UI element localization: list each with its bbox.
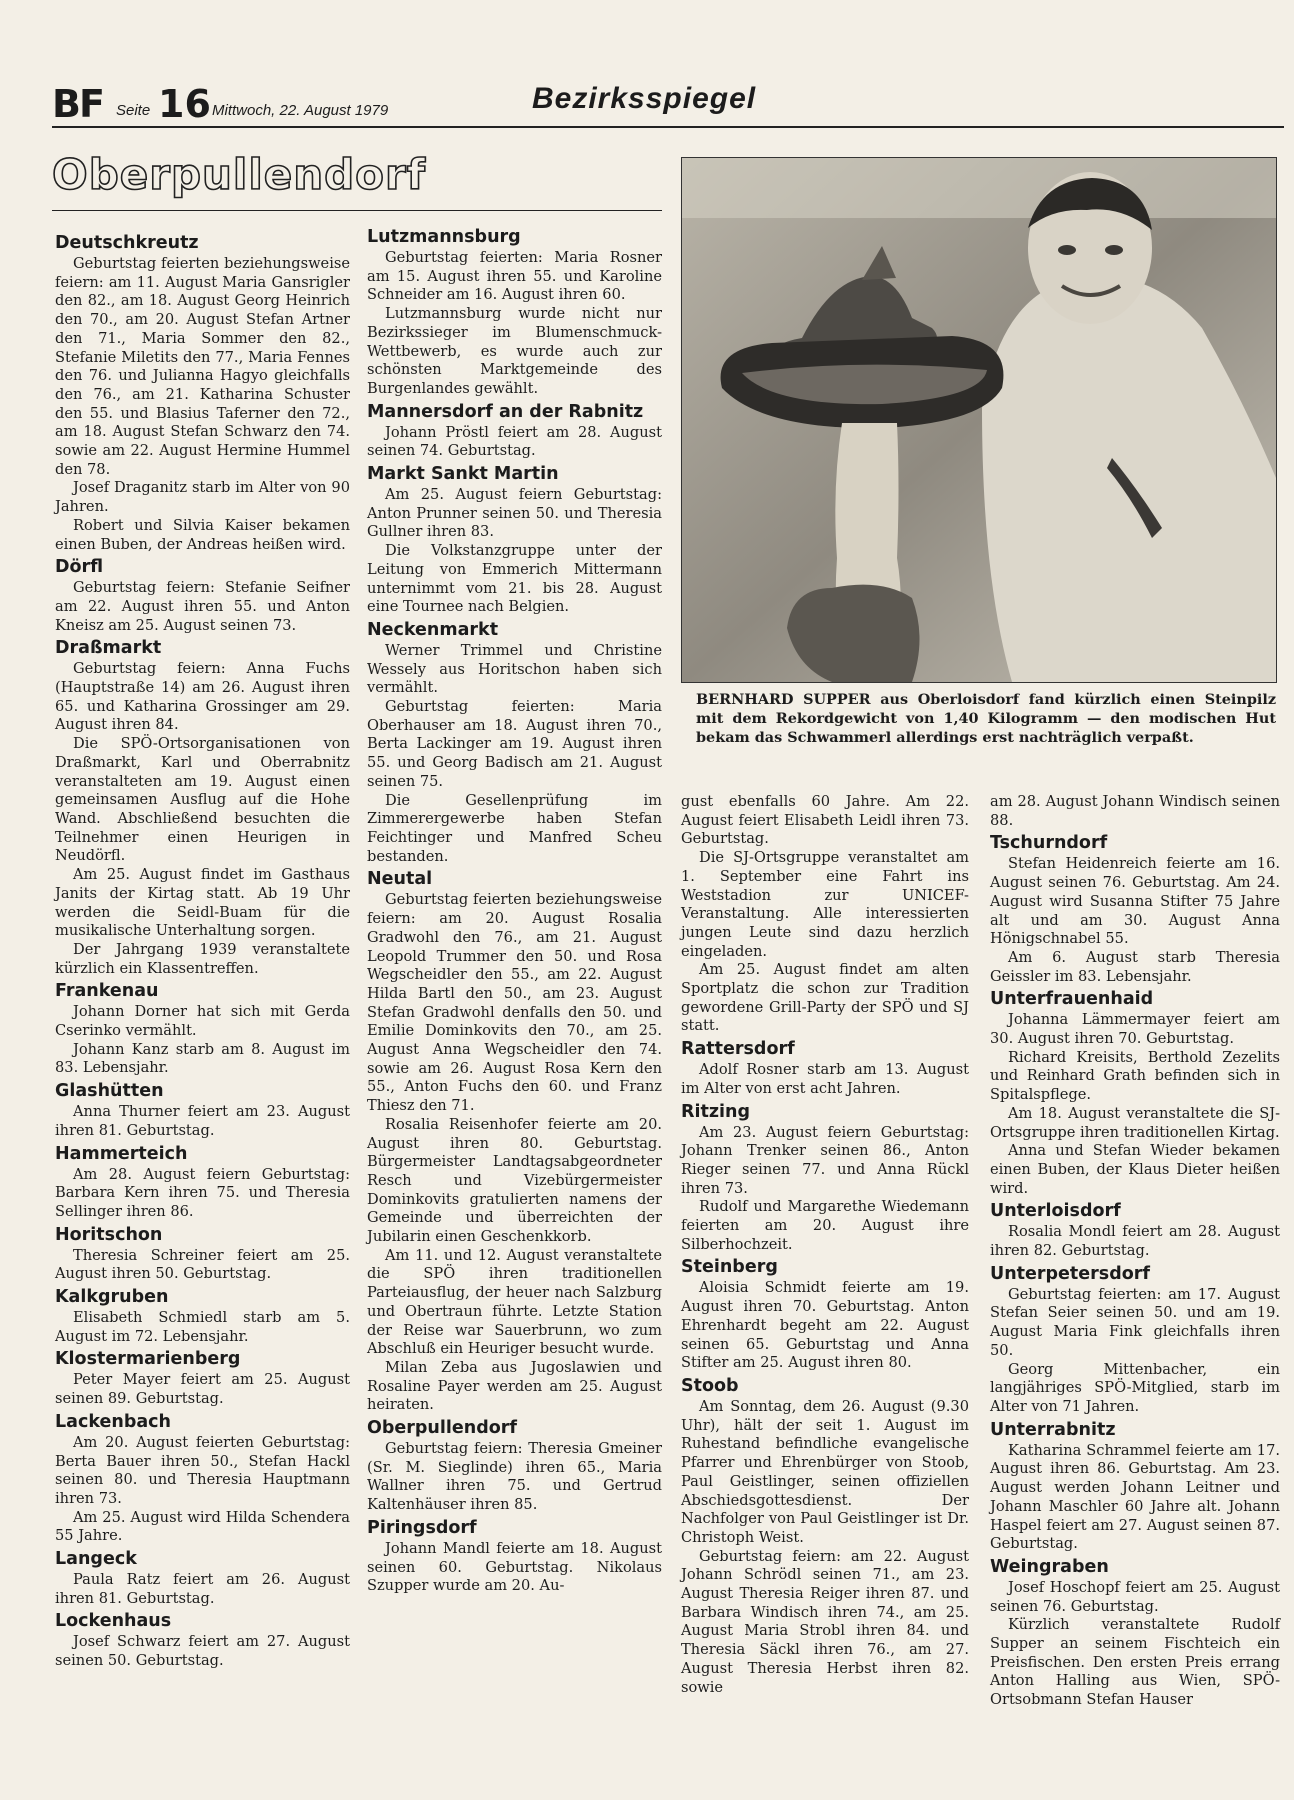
town-heading: Hammerteich <box>55 1143 188 1164</box>
news-paragraph: Paula Ratz feiert am 26. August ihren 81. Geburtstag. <box>55 1571 350 1607</box>
news-paragraph: Georg Mittenbacher, ein langjähriges SPÖ-Mitglied, starb im Alter von 71 Jahren. <box>990 1360 1280 1415</box>
town-heading: Klostermarienberg <box>55 1349 241 1370</box>
news-paragraph: Josef Schwarz feiert am 27. August seinen 50. Geburtstag. <box>55 1633 350 1670</box>
town-heading: Glashütten <box>55 1081 164 1102</box>
news-paragraph: Robert und Silvia Kaiser bekamen einen Buben, der Andreas heißen wird. <box>55 516 350 553</box>
masthead-rule <box>52 210 662 211</box>
section-title: Bezirksspiegel <box>532 82 757 115</box>
news-paragraph: Rudolf und Margarethe Wiedemann feierten am 20. August ihre Silberhochzeit. <box>681 1198 969 1253</box>
page-label: Seite <box>116 102 151 119</box>
news-paragraph: Die SPÖ-Ortsorganisationen von Draßmarkt, Karl und Oberrabnitz veranstalteten am 19. August einen gemeinsamen Ausflug auf die Hohe Wand. Abschließend besuchten die Teilnehmer einen Heurigen in Neudörfl. <box>55 735 350 865</box>
district-title: Oberpullendorf <box>52 150 427 199</box>
news-paragraph: Richard Kreisits, Berthold Zezelits und Reinhard Grath befinden sich in Spitalspflege. <box>990 1048 1280 1104</box>
town-heading: Rattersdorf <box>681 1039 795 1060</box>
news-paragraph: Geburtstag feierten: am 17. August Stefan Seier seinen 50. und am 19. August Maria Fink gleichfalls ihren 50. <box>990 1285 1280 1359</box>
news-paragraph: Stefan Heidenreich feierte am 16. August seinen 76. Geburtstag. Am 24. August wird Susanna Stifter 75 Jahre alt und am 30. August Anna Hönigschnabel 55. <box>990 855 1280 948</box>
town-heading: Lutzmannsburg <box>367 227 521 247</box>
news-paragraph: Anna und Stefan Wieder bekamen einen Buben, der Klaus Dieter heißen wird. <box>990 1142 1280 1197</box>
news-paragraph: Die Volkstanzgruppe unter der Leitung von Emmerich Mittermann unternimmt vom 21. bis 28. August eine Tournee nach Belgien. <box>367 542 662 616</box>
news-paragraph: Am 25. August findet im Gasthaus Janits der Kirtag statt. Ab 19 Uhr werden die Seidl-Buam für die musikalische Unterhaltung sorgen. <box>55 866 350 940</box>
mushroom-photo <box>681 157 1277 683</box>
news-paragraph: Am 25. August feiern Geburtstag: Anton Prunner seinen 50. und Theresia Gullner ihren 83. <box>367 486 662 541</box>
news-paragraph: Am 20. August feierten Geburtstag: Berta Bauer ihren 50., Stefan Hackl seinen 80. und Theresia Hauptmann ihren 73. <box>55 1433 350 1507</box>
news-paragraph: Johann Pröstl feiert am 28. August seinen 74. Geburtstag. <box>367 423 662 460</box>
news-paragraph: Adolf Rosner starb am 13. August im Alter von erst acht Jahren. <box>681 1061 969 1097</box>
news-column-1 <box>55 230 350 1671</box>
news-paragraph: Peter Mayer feiert am 25. August seinen 89. Geburtstag. <box>55 1371 350 1408</box>
news-paragraph: Elisabeth Schmiedl starb am 5. August im 72. Lebensjahr. <box>55 1309 350 1345</box>
town-heading: Kalkgruben <box>55 1287 169 1308</box>
news-column-3 <box>681 793 969 1697</box>
news-paragraph: gust ebenfalls 60 Jahre. Am 22. August feiert Elisabeth Leidl ihren 73. Geburtstag. <box>681 793 969 848</box>
town-heading: Oberpullendorf <box>367 1418 518 1439</box>
news-paragraph: Johann Dorner hat sich mit Gerda Cserinko vermählt. <box>55 1003 350 1040</box>
town-heading: Dörfl <box>55 557 104 578</box>
header-rule <box>52 126 1284 128</box>
town-heading: Markt Sankt Martin <box>367 464 559 485</box>
news-paragraph: Josef Draganitz starb im Alter von 90 Jahren. <box>55 479 350 516</box>
news-column-2 <box>367 224 662 1596</box>
news-paragraph: Am 25. August wird Hilda Schendera 55 Jahre. <box>55 1508 350 1545</box>
news-paragraph: Rosalia Reisenhofer feierte am 20. August ihren 80. Geburtstag. Bürgermeister Landtagsabgeordneter Resch und Vizebürgermeister Dominkovits gratulierten namens der Gemeinde und überreichten der Jubilarin einen Geschenkkorb. <box>367 1115 662 1246</box>
news-paragraph: Am 23. August feiern Geburtstag: Johann Trenker seinen 86., Anton Rieger seinen 77. und Anna Rückl ihren 73. <box>681 1123 969 1197</box>
news-paragraph: Geburtstag feiern: am 22. August Johann Schrödl seinen 71., am 23. August Theresia Reiger ihren 87. und Barbara Windisch ihren 74., am 25. August Maria Strobl ihren 84. und Theresia Säckl ihren 76., am 27. August Theresia Herbst ihren 82. sowie <box>681 1547 969 1696</box>
news-paragraph: Am 6. August starb Theresia Geissler im 83. Lebensjahr. <box>990 948 1280 985</box>
news-paragraph: Milan Zeba aus Jugoslawien und Rosaline Payer werden am 25. August heiraten. <box>367 1358 662 1414</box>
news-paragraph: Geburtstag feierten: Maria Oberhauser am 18. August ihren 70., Berta Lackinger am 19. August ihren 55. und Georg Badisch am 21. August seinen 75. <box>367 698 662 790</box>
town-heading: Unterfrauenhaid <box>990 989 1154 1010</box>
town-heading: Ritzing <box>681 1101 751 1122</box>
page-number: 16 <box>158 82 211 126</box>
news-paragraph: Geburtstag feierten beziehungsweise feiern: am 20. August Rosalia Gradwohl den 76., am 21. August Leopold Trummer den 50. und Rosa Wegscheidler den 55., am 22. August Hilda Bartl den 50., am 23. August Stefan Gradwohl denfalls den 50. und Emilie Dominkovits den 70., am 25. August Anna Wegscheidler den 74. sowie am 26. August Rosa Kern den 55., Anton Fuchs den 60. und Franz Thiesz den 71. <box>367 891 662 1115</box>
news-paragraph: am 28. August Johann Windisch seinen 88. <box>990 793 1280 829</box>
news-paragraph: Werner Trimmel und Christine Wessely aus Horitschon haben sich vermählt. <box>367 641 662 697</box>
town-heading: Deutschkreutz <box>55 233 199 253</box>
news-paragraph: Theresia Schreiner feiert am 25. August ihren 50. Geburtstag. <box>55 1246 350 1283</box>
photo-caption: BERNHARD SUPPER aus Oberloisdorf fand kürzlich einen Steinpilz mit dem Rekordgewicht von 1,40 Kilogramm — den modischen Hut bekam das Schwammerl allerdings erst nachträglich verpaßt. <box>696 691 1276 746</box>
town-heading: Neutal <box>367 869 433 890</box>
town-heading: Horitschon <box>55 1224 163 1245</box>
news-paragraph: Die Gesellenprüfung im Zimmerergewerbe haben Stefan Feichtinger und Manfred Scheu bestanden. <box>367 791 662 865</box>
news-paragraph: Am 28. August feiern Geburtstag: Barbara Kern ihren 75. und Theresia Sellinger ihren 86. <box>55 1165 350 1220</box>
news-paragraph: Am 18. August veranstaltete die SJ-Ortsgruppe ihren traditionellen Kirtag. <box>990 1104 1280 1141</box>
news-paragraph: Geburtstag feiern: Anna Fuchs (Hauptstraße 14) am 26. August ihren 65. und Katharina Grossinger am 29. August ihren 84. <box>55 660 350 734</box>
town-heading: Langeck <box>55 1549 137 1570</box>
news-paragraph: Josef Hoschopf feiert am 25. August seinen 76. Geburtstag. <box>990 1578 1280 1615</box>
newspaper-logo: BF <box>52 82 103 126</box>
news-paragraph: Lutzmannsburg wurde nicht nur Bezirkssieger im Blumenschmuck-Wettbewerb, es wurde auch zur schönsten Marktgemeinde des Burgenlandes gewählt. <box>367 305 662 397</box>
news-paragraph: Katharina Schrammel feierte am 17. August ihren 86. Geburtstag. Am 23. August werden Johann Leitner und Johann Maschler 60 Jahre alt. Johann Haspel feiert am 27. August seinen 87. Geburtstag. <box>990 1441 1280 1553</box>
town-heading: Neckenmarkt <box>367 619 499 640</box>
town-heading: Steinberg <box>681 1257 778 1278</box>
news-paragraph: Geburtstag feiern: Theresia Gmeiner (Sr. M. Sieglinde) ihren 65., Maria Wallner ihren 75. und Gertrud Kaltenhäuser ihren 85. <box>367 1440 662 1514</box>
news-paragraph: Am 11. und 12. August veranstaltete die SPÖ ihren traditionellen Parteiausflug, der heuer nach Salzburg und Obertraun führte. Letzte Station der Reise war Sauerbrunn, wo zum Abschluß ein Heuriger besucht wurde. <box>367 1246 662 1358</box>
news-paragraph: Der Jahrgang 1939 veranstaltete kürzlich ein Klassentreffen. <box>55 940 350 977</box>
town-heading: Frankenau <box>55 981 159 1002</box>
town-heading: Unterpetersdorf <box>990 1263 1151 1284</box>
news-paragraph: Aloisia Schmidt feierte am 19. August ihren 70. Geburtstag. Anton Ehrenhardt begeht am 22. August seinen 65. Geburtstag und Anna Stifter am 25. August ihren 80. <box>681 1279 969 1372</box>
news-paragraph: Geburtstag feiern: Stefanie Seifner am 22. August ihren 55. und Anton Kneisz am 25. August seinen 73. <box>55 579 350 634</box>
news-paragraph: Johanna Lämmermayer feiert am 30. August ihren 70. Geburtstag. <box>990 1011 1280 1048</box>
news-paragraph: Am Sonntag, dem 26. August (9.30 Uhr), hält der seit 1. August im Ruhestand befindliche evangelische Pfarrer und Ehrenbürger von Stoob, Paul Geistlinger, seinen offiziellen Abschiedsgottesdienst. Der Nachfolger von Paul Geistlinger ist Dr. Christoph Weist. <box>681 1397 969 1546</box>
news-paragraph: Die SJ-Ortsgruppe veranstaltet am 1. September eine Fahrt ins Weststadion zur UNICEF-Veranstaltung. Alle interessierten jungen Leute sind dazu herzlich eingeladen. <box>681 849 969 960</box>
news-paragraph: Geburtstag feierten: Maria Rosner am 15. August ihren 55. und Karoline Schneider am 16. August ihren 60. <box>367 249 662 304</box>
news-paragraph: Anna Thurner feiert am 23. August ihren 81. Geburtstag. <box>55 1103 350 1139</box>
town-heading: Piringsdorf <box>367 1517 477 1538</box>
town-heading: Lockenhaus <box>55 1611 172 1632</box>
news-paragraph: Rosalia Mondl feiert am 28. August ihren 82. Geburtstag. <box>990 1223 1280 1260</box>
town-heading: Lackenbach <box>55 1411 171 1432</box>
town-heading: Unterloisdorf <box>990 1201 1121 1222</box>
news-paragraph: Am 25. August findet am alten Sportplatz die schon zur Tradition gewordene Grill-Party der SPÖ und SJ statt. <box>681 961 969 1035</box>
town-heading: Draßmarkt <box>55 638 162 659</box>
town-heading: Unterrabnitz <box>990 1419 1116 1440</box>
news-column-4 <box>990 793 1280 1710</box>
news-paragraph: Kürzlich veranstaltete Rudolf Supper an seinem Fischteich ein Preisfischen. Den ersten Preis errang Anton Halling aus Wien, SPÖ-Ortsobmann Stefan Hauser <box>990 1616 1280 1709</box>
page-header <box>52 78 1284 126</box>
town-heading: Weingraben <box>990 1556 1109 1577</box>
town-heading: Stoob <box>681 1375 739 1396</box>
issue-date: Mittwoch, 22. August 1979 <box>212 102 389 119</box>
town-heading: Mannersdorf an der Rabnitz <box>367 401 644 422</box>
news-paragraph: Geburtstag feierten beziehungsweise feiern: am 11. August Maria Gansrigler den 82., am 18. August Georg Heinrich den 70., am 20. August Stefan Artner den 71., Maria Sommer den 82., Stefanie Miletits den 77., Maria Fennes den 76. und Julianna Hagyo gleichfalls den 76., am 21. Katharina Schuster den 55. und Blasius Taferner den 72., am 18. August Stefan Schwarz den 74. sowie am 22. August Hermine Hummel den 78. <box>55 255 350 478</box>
news-paragraph: Johann Mandl feierte am 18. August seinen 60. Geburtstag. Nikolaus Szupper wurde am 20. Au- <box>367 1539 662 1595</box>
town-heading: Tschurndorf <box>990 833 1108 854</box>
photo-image <box>682 158 1276 682</box>
news-paragraph: Johann Kanz starb am 8. August im 83. Lebensjahr. <box>55 1040 350 1077</box>
district-masthead <box>52 150 662 210</box>
